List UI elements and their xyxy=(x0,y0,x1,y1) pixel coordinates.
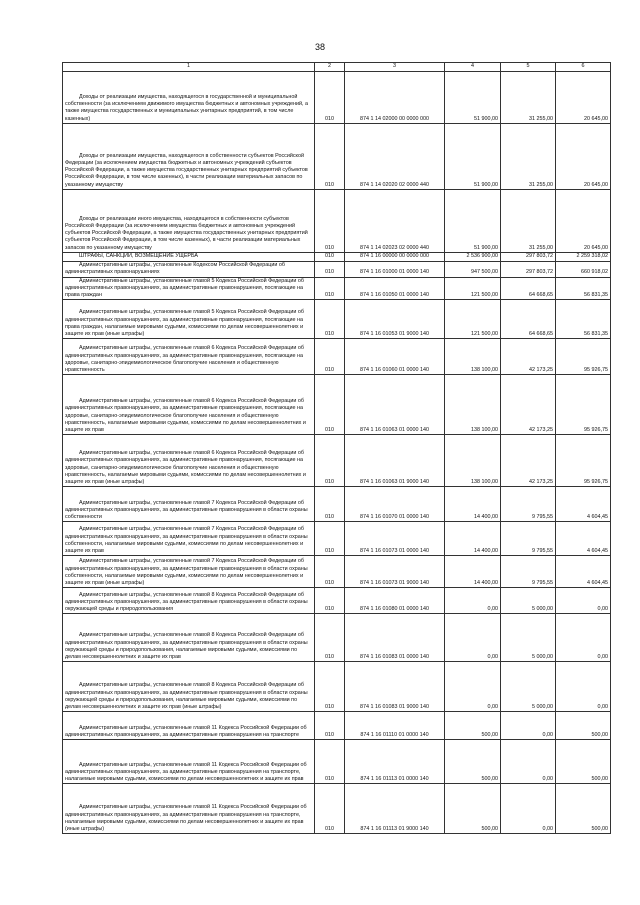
row-executed-amount: 64 668,65 xyxy=(501,300,556,339)
row-description xyxy=(63,556,315,588)
row-budget-code: 874 1 16 01000 01 0000 140 xyxy=(345,262,445,278)
row-description xyxy=(63,487,315,522)
row-description xyxy=(63,614,315,662)
row-approved-amount: 2 536 900,00 xyxy=(445,253,501,262)
row-description-text: Административные штрафы, установленные главой 8 Кодекса Российской Федерации об административных правонарушениях, за административные правонарушения в области охраны окружающей среды и природопользования xyxy=(65,591,308,613)
table-row xyxy=(63,740,611,784)
row-description xyxy=(63,277,315,300)
row-remaining-amount: 20 645,00 xyxy=(556,72,611,124)
row-remaining-amount: 2 259 318,02 xyxy=(556,253,611,262)
page-number: 38 xyxy=(314,42,325,52)
table-row xyxy=(63,300,611,339)
row-remaining-amount: 0,00 xyxy=(556,588,611,614)
row-description xyxy=(63,435,315,487)
table-row xyxy=(63,435,611,487)
table-row xyxy=(63,124,611,190)
row-line-code: 010 xyxy=(315,712,345,740)
row-remaining-amount: 0,00 xyxy=(556,662,611,712)
row-approved-amount: 0,00 xyxy=(445,588,501,614)
row-budget-code: 874 1 16 01063 01 9000 140 xyxy=(345,435,445,487)
row-remaining-amount: 20 645,00 xyxy=(556,124,611,190)
row-executed-amount: 5 000,00 xyxy=(501,614,556,662)
row-description-text: Административные штрафы, установленные главой 6 Кодекса Российской Федерации об административных правонарушениях, за административные правонарушения, посягающие на здоровье, санитарно-эпидемиологическое благополучие населения и общественную нравственность, налагаемые мировыми судьями, комиссиями по делам несовершеннолетних и защите их прав (иные штрафы) xyxy=(65,450,306,486)
row-approved-amount: 14 400,00 xyxy=(445,487,501,522)
row-description-text: Административные штрафы, установленные главой 6 Кодекса Российской Федерации об административных правонарушениях, за административные правонарушения, посягающие на здоровье, санитарно-эпидемиологическое благополучие населения и общественную нравственность, налагаемые мировыми судьями, комиссиями по делам несовершеннолетних и защите их прав xyxy=(65,398,306,434)
column-header-3: 3 xyxy=(345,63,445,72)
row-executed-amount: 31 255,00 xyxy=(501,72,556,124)
row-description-text: Административные штрафы, установленные Кодексом Российской Федерации об административных правонарушениях xyxy=(65,262,285,276)
row-executed-amount: 31 255,00 xyxy=(501,190,556,253)
row-approved-amount: 500,00 xyxy=(445,712,501,740)
row-line-code: 010 xyxy=(315,339,345,375)
row-approved-amount: 51 900,00 xyxy=(445,124,501,190)
table-row xyxy=(63,375,611,435)
table-row xyxy=(63,487,611,522)
row-remaining-amount: 95 926,75 xyxy=(556,375,611,435)
row-line-code: 010 xyxy=(315,740,345,784)
row-description xyxy=(63,522,315,556)
row-description xyxy=(63,588,315,614)
row-executed-amount: 0,00 xyxy=(501,784,556,834)
table-row xyxy=(63,522,611,556)
table-body xyxy=(63,72,611,834)
row-remaining-amount: 4 604,45 xyxy=(556,487,611,522)
row-executed-amount: 9 795,55 xyxy=(501,556,556,588)
row-executed-amount: 9 795,55 xyxy=(501,522,556,556)
row-approved-amount: 500,00 xyxy=(445,740,501,784)
row-line-code: 010 xyxy=(315,614,345,662)
row-line-code: 010 xyxy=(315,556,345,588)
row-approved-amount: 14 400,00 xyxy=(445,556,501,588)
row-approved-amount: 0,00 xyxy=(445,614,501,662)
table-row xyxy=(63,339,611,375)
row-remaining-amount: 500,00 xyxy=(556,784,611,834)
column-header-5: 5 xyxy=(501,63,556,72)
row-budget-code: 874 1 16 00000 00 0000 000 xyxy=(345,253,445,262)
row-approved-amount: 51 900,00 xyxy=(445,72,501,124)
row-executed-amount: 297 803,72 xyxy=(501,262,556,278)
row-remaining-amount: 500,00 xyxy=(556,740,611,784)
row-executed-amount: 42 173,25 xyxy=(501,435,556,487)
row-description xyxy=(63,784,315,834)
row-line-code: 010 xyxy=(315,300,345,339)
row-remaining-amount: 4 604,45 xyxy=(556,522,611,556)
row-executed-amount: 42 173,25 xyxy=(501,339,556,375)
row-description xyxy=(63,740,315,784)
column-header-2: 2 xyxy=(315,63,345,72)
row-remaining-amount: 56 831,35 xyxy=(556,300,611,339)
row-approved-amount: 51 900,00 xyxy=(445,190,501,253)
row-approved-amount: 14 400,00 xyxy=(445,522,501,556)
row-description-text: Доходы от реализации имущества, находящегося в собственности субъектов Российской Федерации (за исключением имущества бюджетных и автономных учреждений субъектов Российской Федерации, а также имущества государственных унитарных предприятий субъектов Российской Федерации, в том числе казенных), в части реализации материальных запасов по указанному имуществу xyxy=(65,152,308,188)
row-line-code: 010 xyxy=(315,72,345,124)
row-budget-code: 874 1 16 01050 01 0000 140 xyxy=(345,277,445,300)
row-description xyxy=(63,190,315,253)
row-budget-code: 874 1 16 01113 01 0000 140 xyxy=(345,740,445,784)
table-row xyxy=(63,262,611,278)
row-description-text: Административные штрафы, установленные главой 7 Кодекса Российской Федерации об административных правонарушениях, за административные правонарушения в области охраны собственности, налагаемые мировыми судьями, комиссиями по делам несовершеннолетних и защите их прав (иные штрафы) xyxy=(65,558,308,587)
row-line-code: 010 xyxy=(315,375,345,435)
table-header xyxy=(63,63,611,72)
row-approved-amount: 138 100,00 xyxy=(445,339,501,375)
row-budget-code: 874 1 16 01073 01 0000 140 xyxy=(345,522,445,556)
row-description xyxy=(63,124,315,190)
row-budget-code: 874 1 16 01070 01 0000 140 xyxy=(345,487,445,522)
row-budget-code: 874 1 16 01073 01 9000 140 xyxy=(345,556,445,588)
row-description xyxy=(63,253,315,262)
row-description xyxy=(63,375,315,435)
row-description-text: Доходы от реализации иного имущества, находящегося в собственности субъектов Российской Федерации (за исключением имущества бюджетных и автономных учреждений субъектов Российской Федерации, а также имущества государственных унитарных предприятий субъектов Российской Федерации, в том числе казенных), в части реализации материальных запасов по указанному имуществу xyxy=(65,215,308,251)
column-header-1: 1 xyxy=(63,63,315,72)
row-executed-amount: 5 000,00 xyxy=(501,588,556,614)
row-executed-amount: 64 668,65 xyxy=(501,277,556,300)
row-approved-amount: 138 100,00 xyxy=(445,375,501,435)
row-executed-amount: 9 795,55 xyxy=(501,487,556,522)
row-description xyxy=(63,262,315,278)
row-line-code: 010 xyxy=(315,522,345,556)
row-executed-amount: 31 255,00 xyxy=(501,124,556,190)
table-row xyxy=(63,253,611,262)
row-budget-code: 874 1 16 01060 01 0000 140 xyxy=(345,339,445,375)
row-description-text: Доходы от реализации имущества, находящегося в государственной и муниципальной собственности (за исключением движимого имущества бюджетных и автономных учреждений, а также имущества государственных и муниципальных унитарных предприятий, в том числе казенных) xyxy=(65,93,308,122)
row-budget-code: 874 1 16 01063 01 0000 140 xyxy=(345,375,445,435)
row-executed-amount: 42 173,25 xyxy=(501,375,556,435)
row-approved-amount: 500,00 xyxy=(445,784,501,834)
row-description xyxy=(63,300,315,339)
row-remaining-amount: 4 604,45 xyxy=(556,556,611,588)
table-row xyxy=(63,72,611,124)
row-remaining-amount: 660 918,02 xyxy=(556,262,611,278)
row-description-text: Административные штрафы, установленные главой 5 Кодекса Российской Федерации об административных правонарушениях, за административные правонарушения, посягающие на права граждан, налагаемые мировыми судьями, комиссиями по делам несовершеннолетних и защите их прав (иные штрафы) xyxy=(65,309,304,338)
row-description-text: Административные штрафы, установленные главой 7 Кодекса Российской Федерации об административных правонарушениях, за административные правонарушения в области охраны собственности xyxy=(65,499,308,521)
row-budget-code: 874 1 16 01113 01 9000 140 xyxy=(345,784,445,834)
row-description-text: Административные штрафы, установленные главой 11 Кодекса Российской Федерации об административных правонарушениях, за административные правонарушения на транспорте xyxy=(65,724,307,739)
row-approved-amount: 0,00 xyxy=(445,662,501,712)
row-line-code: 010 xyxy=(315,435,345,487)
row-description-text: Административные штрафы, установленные главой 7 Кодекса Российской Федерации об административных правонарушениях, за административные правонарушения в области охраны собственности, налагаемые мировыми судьями, комиссиями по делам несовершеннолетних и защите их прав xyxy=(65,526,308,555)
table-row xyxy=(63,190,611,253)
table-row xyxy=(63,784,611,834)
budget-table xyxy=(62,62,611,834)
row-remaining-amount: 95 926,75 xyxy=(556,435,611,487)
row-remaining-amount: 500,00 xyxy=(556,712,611,740)
row-budget-code: 874 1 16 01053 01 9000 140 xyxy=(345,300,445,339)
row-remaining-amount: 56 831,35 xyxy=(556,277,611,300)
row-description-text: ШТРАФЫ, САНКЦИИ, ВОЗМЕЩЕНИЕ УЩЕРБА xyxy=(79,253,199,260)
row-executed-amount: 0,00 xyxy=(501,712,556,740)
row-executed-amount: 5 000,00 xyxy=(501,662,556,712)
row-description-text: Административные штрафы, установленные главой 8 Кодекса Российской Федерации об административных правонарушениях, за административные правонарушения в области охраны окружающей среды и природопользования, налагаемые мировыми судьями, комиссиями по делам несовершеннолетних и защите их прав (иные штрафы) xyxy=(65,682,308,711)
row-line-code: 010 xyxy=(315,784,345,834)
row-line-code: 010 xyxy=(315,190,345,253)
table-row xyxy=(63,662,611,712)
table-row xyxy=(63,712,611,740)
row-approved-amount: 947 500,00 xyxy=(445,262,501,278)
row-budget-code: 874 1 16 01080 01 0000 140 xyxy=(345,588,445,614)
row-line-code: 010 xyxy=(315,277,345,300)
row-description-text: Административные штрафы, установленные главой 11 Кодекса Российской Федерации об административных правонарушениях, за административные правонарушения на транспорте, налагаемые мировыми судьями, комиссиями по делам несовершеннолетних и защите их прав (иные штрафы) xyxy=(65,804,307,833)
row-budget-code: 874 1 16 01083 01 0000 140 xyxy=(345,614,445,662)
row-budget-code: 874 1 14 02000 00 0000 000 xyxy=(345,72,445,124)
row-remaining-amount: 20 645,00 xyxy=(556,190,611,253)
column-header-4: 4 xyxy=(445,63,501,72)
row-executed-amount: 297 803,72 xyxy=(501,253,556,262)
row-budget-code: 874 1 14 02023 02 0000 440 xyxy=(345,190,445,253)
row-description-text: Административные штрафы, установленные главой 8 Кодекса Российской Федерации об административных правонарушениях, за административные правонарушения в области охраны окружающей среды и природопользования, налагаемые мировыми судьями, комиссиями по делам несовершеннолетних и защите их прав xyxy=(65,632,308,661)
row-description-text: Административные штрафы, установленные главой 5 Кодекса Российской Федерации об административных правонарушениях, за административные правонарушения, посягающие на права граждан xyxy=(65,277,304,299)
table-row xyxy=(63,277,611,300)
row-line-code: 010 xyxy=(315,253,345,262)
table-row xyxy=(63,556,611,588)
row-description xyxy=(63,72,315,124)
row-description xyxy=(63,662,315,712)
row-line-code: 010 xyxy=(315,262,345,278)
row-line-code: 010 xyxy=(315,487,345,522)
row-executed-amount: 0,00 xyxy=(501,740,556,784)
row-approved-amount: 121 500,00 xyxy=(445,300,501,339)
row-approved-amount: 121 500,00 xyxy=(445,277,501,300)
row-line-code: 010 xyxy=(315,124,345,190)
row-description xyxy=(63,712,315,740)
row-remaining-amount: 95 926,75 xyxy=(556,339,611,375)
row-description xyxy=(63,339,315,375)
row-description-text: Административные штрафы, установленные главой 11 Кодекса Российской Федерации об административных правонарушениях, за административные правонарушения на транспорте, налагаемые мировыми судьями, комиссиями по делам несовершеннолетних и защите их прав xyxy=(65,761,307,783)
column-header-6: 6 xyxy=(556,63,611,72)
table-row xyxy=(63,614,611,662)
row-budget-code: 874 1 14 02020 02 0000 440 xyxy=(345,124,445,190)
row-budget-code: 874 1 16 01110 01 0000 140 xyxy=(345,712,445,740)
row-line-code: 010 xyxy=(315,662,345,712)
row-approved-amount: 138 100,00 xyxy=(445,435,501,487)
row-description-text: Административные штрафы, установленные главой 6 Кодекса Российской Федерации об административных правонарушениях, за административные правонарушения, посягающие на здоровье, санитарно-эпидемиологическое благополучие населения и общественную нравственность xyxy=(65,345,304,374)
table-row xyxy=(63,588,611,614)
row-line-code: 010 xyxy=(315,588,345,614)
row-remaining-amount: 0,00 xyxy=(556,614,611,662)
row-budget-code: 874 1 16 01083 01 9000 140 xyxy=(345,662,445,712)
